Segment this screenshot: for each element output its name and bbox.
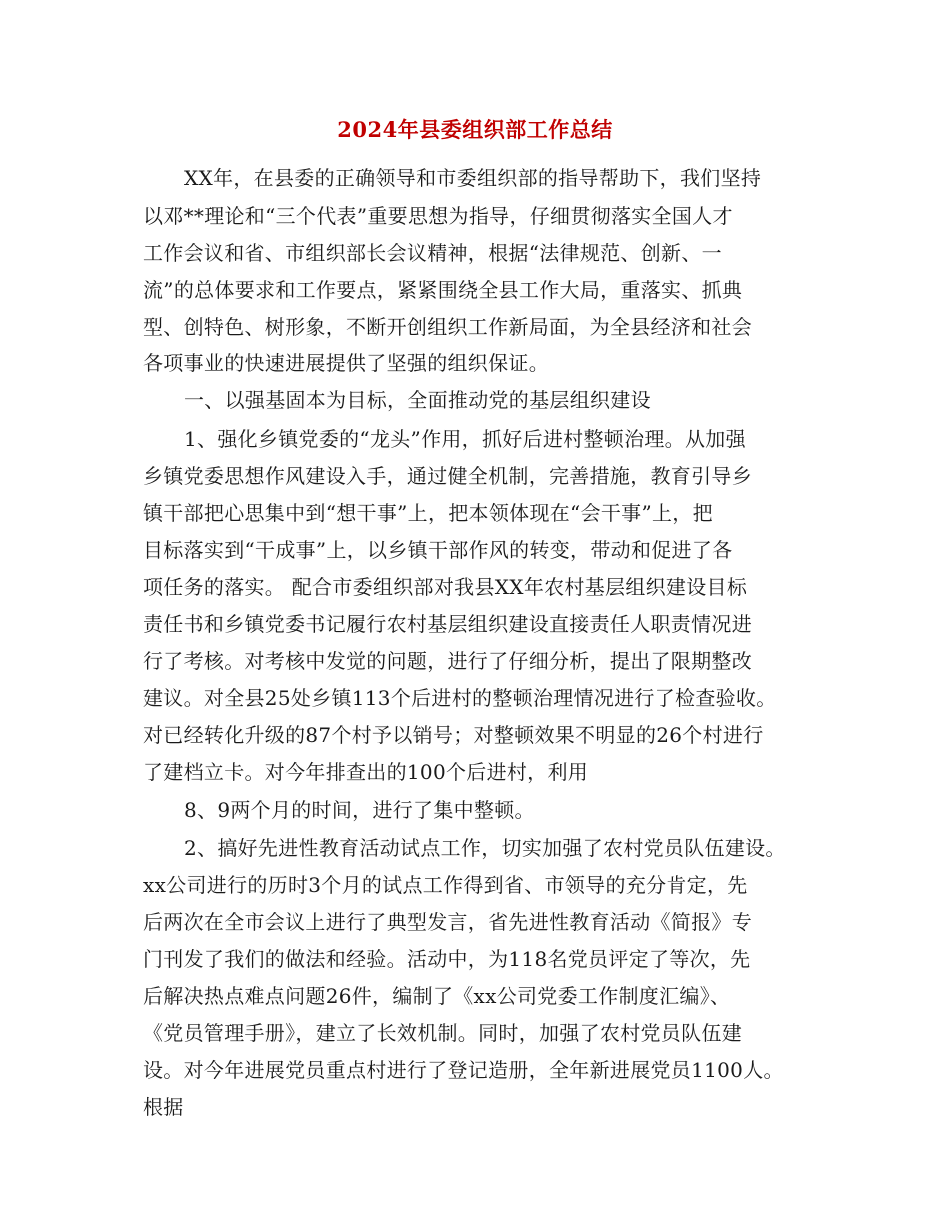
text-line: 乡镇党委思想作风建设入手，通过健全机制，完善措施，教育引导乡	[143, 464, 752, 488]
text-line: 行了考核。对考核中发觉的问题，进行了仔细分析，提出了限期整改	[143, 649, 752, 673]
text-line: 流”的总体要求和工作要点，紧紧围绕全县工作大局，重落实、抓典	[143, 278, 743, 302]
text-line: 建议。对全县25处乡镇113个后进村的整顿治理情况进行了检查验收。	[143, 686, 777, 710]
text-line: 根据	[143, 1095, 184, 1119]
text-line: 1、强化乡镇党委的“龙头”作用，抓好后进村整顿治理。从加强	[184, 427, 746, 451]
document-title: 2024年县委组织部工作总结	[337, 117, 613, 142]
text-line: 2、搞好先进性教育活动试点工作，切实加强了农村党员队伍建设。	[184, 836, 786, 860]
text-line: 镇干部把心思集中到“想干事”上，把本领体现在“会干事”上，把	[143, 501, 713, 525]
text-line: 以邓**理论和“三个代表”重要思想为指导，仔细贯彻落实全国人才	[143, 204, 733, 228]
text-line: 责任书和乡镇党委书记履行农村基层组织建设直接责任人职责情况进	[143, 612, 752, 636]
text-line: 工作会议和省、市组织部长会议精神，根据“法律规范、创新、一	[143, 241, 722, 265]
text-line: 后两次在全市会议上进行了典型发言，省先进性教育活动《简报》专	[143, 910, 752, 934]
text-line: 8、9两个月的时间，进行了集中整顿。	[184, 798, 535, 822]
text-line: 项任务的落实。 配合市委组织部对我县XX年农村基层组织建设目标	[143, 575, 748, 599]
text-line: xx公司进行的历时3个月的试点工作得到省、市领导的充分肯定，先	[143, 873, 748, 897]
section-heading: 一、以强基固本为目标，全面推动党的基层组织建设	[184, 388, 651, 412]
text-line: 后解决热点难点问题26件，编制了《xx公司党委工作制度汇编》、	[143, 984, 731, 1008]
text-line: 目标落实到“干成事”上，以乡镇干部作风的转变，带动和促进了各	[143, 538, 733, 562]
text-line: 对已经转化升级的87个村予以销号；对整顿效果不明显的26个村进行	[143, 723, 764, 747]
text-line: 了建档立卡。对今年排查出的100个后进村，利用	[143, 760, 589, 784]
text-line: 门刊发了我们的做法和经验。活动中，为118名党员评定了等次，先	[143, 947, 751, 971]
text-line: 设。对今年进展党员重点村进行了登记造册，全年新进展党员1100人。	[143, 1058, 784, 1082]
text-line: XX年，在县委的正确领导和市委组织部的指导帮助下，我们坚持	[184, 166, 762, 190]
text-line: 《党员管理手册》，建立了长效机制。同时，加强了农村党员队伍建	[143, 1021, 742, 1045]
text-line: 各项事业的快速进展提供了坚强的组织保证。	[143, 351, 549, 375]
text-line: 型、创特色、树形象，不断开创组织工作新局面，为全县经济和社会	[143, 315, 752, 339]
